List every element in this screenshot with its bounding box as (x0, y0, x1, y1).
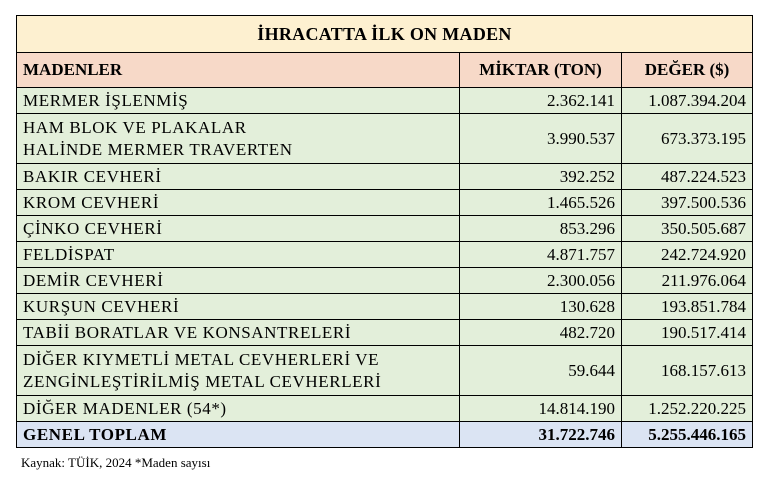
mineral-name: MERMER İŞLENMİŞ (17, 88, 460, 114)
source-note: Kaynak: TÜİK, 2024 *Maden sayısı (21, 455, 211, 470)
mineral-quantity: 14.814.190 (460, 396, 622, 422)
mineral-quantity: 482.720 (460, 320, 622, 346)
mineral-name (17, 114, 460, 164)
table-title-row (17, 16, 753, 53)
total-row (17, 422, 753, 448)
mineral-value: 242.724.920 (622, 242, 753, 268)
table-header-row (17, 53, 753, 88)
mineral-export-table (16, 15, 753, 448)
mineral-name-line: HALİNDE MERMER TRAVERTEN (23, 139, 293, 159)
mineral-export-table-container (16, 15, 752, 448)
mineral-quantity: 853.296 (460, 216, 622, 242)
mineral-value: 190.517.414 (622, 320, 753, 346)
mineral-name-line: DİĞER KIYMETLİ METAL CEVHERLERİ VE (23, 349, 380, 369)
mineral-name: TABİİ BORATLAR VE KONSANTRELERİ (17, 320, 460, 346)
header-minerals: MADENLER (17, 53, 460, 88)
mineral-name: BAKIR CEVHERİ (17, 164, 460, 190)
total-value: 5.255.446.165 (622, 422, 753, 448)
mineral-name: KROM CEVHERİ (17, 190, 460, 216)
table-row (17, 268, 753, 294)
mineral-name: DEMİR CEVHERİ (17, 268, 460, 294)
mineral-quantity: 392.252 (460, 164, 622, 190)
mineral-quantity: 1.465.526 (460, 190, 622, 216)
mineral-value: 1.087.394.204 (622, 88, 753, 114)
table-row (17, 320, 753, 346)
mineral-name: FELDİSPAT (17, 242, 460, 268)
table-row (17, 190, 753, 216)
mineral-name: DİĞER MADENLER (54*) (17, 396, 460, 422)
mineral-name: ÇİNKO CEVHERİ (17, 216, 460, 242)
total-label: GENEL TOPLAM (17, 422, 460, 448)
mineral-quantity: 2.300.056 (460, 268, 622, 294)
table-row (17, 242, 753, 268)
mineral-quantity: 4.871.757 (460, 242, 622, 268)
mineral-name (17, 346, 460, 396)
mineral-quantity: 3.990.537 (460, 114, 622, 164)
table-row (17, 114, 753, 164)
mineral-name-line: HAM BLOK VE PLAKALAR (23, 117, 247, 137)
table-row (17, 396, 753, 422)
mineral-quantity: 130.628 (460, 294, 622, 320)
table-row (17, 88, 753, 114)
mineral-value: 193.851.784 (622, 294, 753, 320)
mineral-value: 350.505.687 (622, 216, 753, 242)
table-row (17, 164, 753, 190)
mineral-quantity: 59.644 (460, 346, 622, 396)
header-quantity: MİKTAR (TON) (460, 53, 622, 88)
mineral-value: 168.157.613 (622, 346, 753, 396)
mineral-name: KURŞUN CEVHERİ (17, 294, 460, 320)
table-row (17, 216, 753, 242)
mineral-value: 487.224.523 (622, 164, 753, 190)
mineral-name-line: ZENGİNLEŞTİRİLMİŞ METAL CEVHERLERİ (23, 371, 382, 391)
table-row (17, 346, 753, 396)
total-quantity: 31.722.746 (460, 422, 622, 448)
mineral-value: 397.500.536 (622, 190, 753, 216)
mineral-value: 1.252.220.225 (622, 396, 753, 422)
header-value: DEĞER ($) (622, 53, 753, 88)
mineral-value: 673.373.195 (622, 114, 753, 164)
mineral-quantity: 2.362.141 (460, 88, 622, 114)
table-row (17, 294, 753, 320)
mineral-value: 211.976.064 (622, 268, 753, 294)
table-title: İHRACATTA İLK ON MADEN (17, 16, 753, 53)
